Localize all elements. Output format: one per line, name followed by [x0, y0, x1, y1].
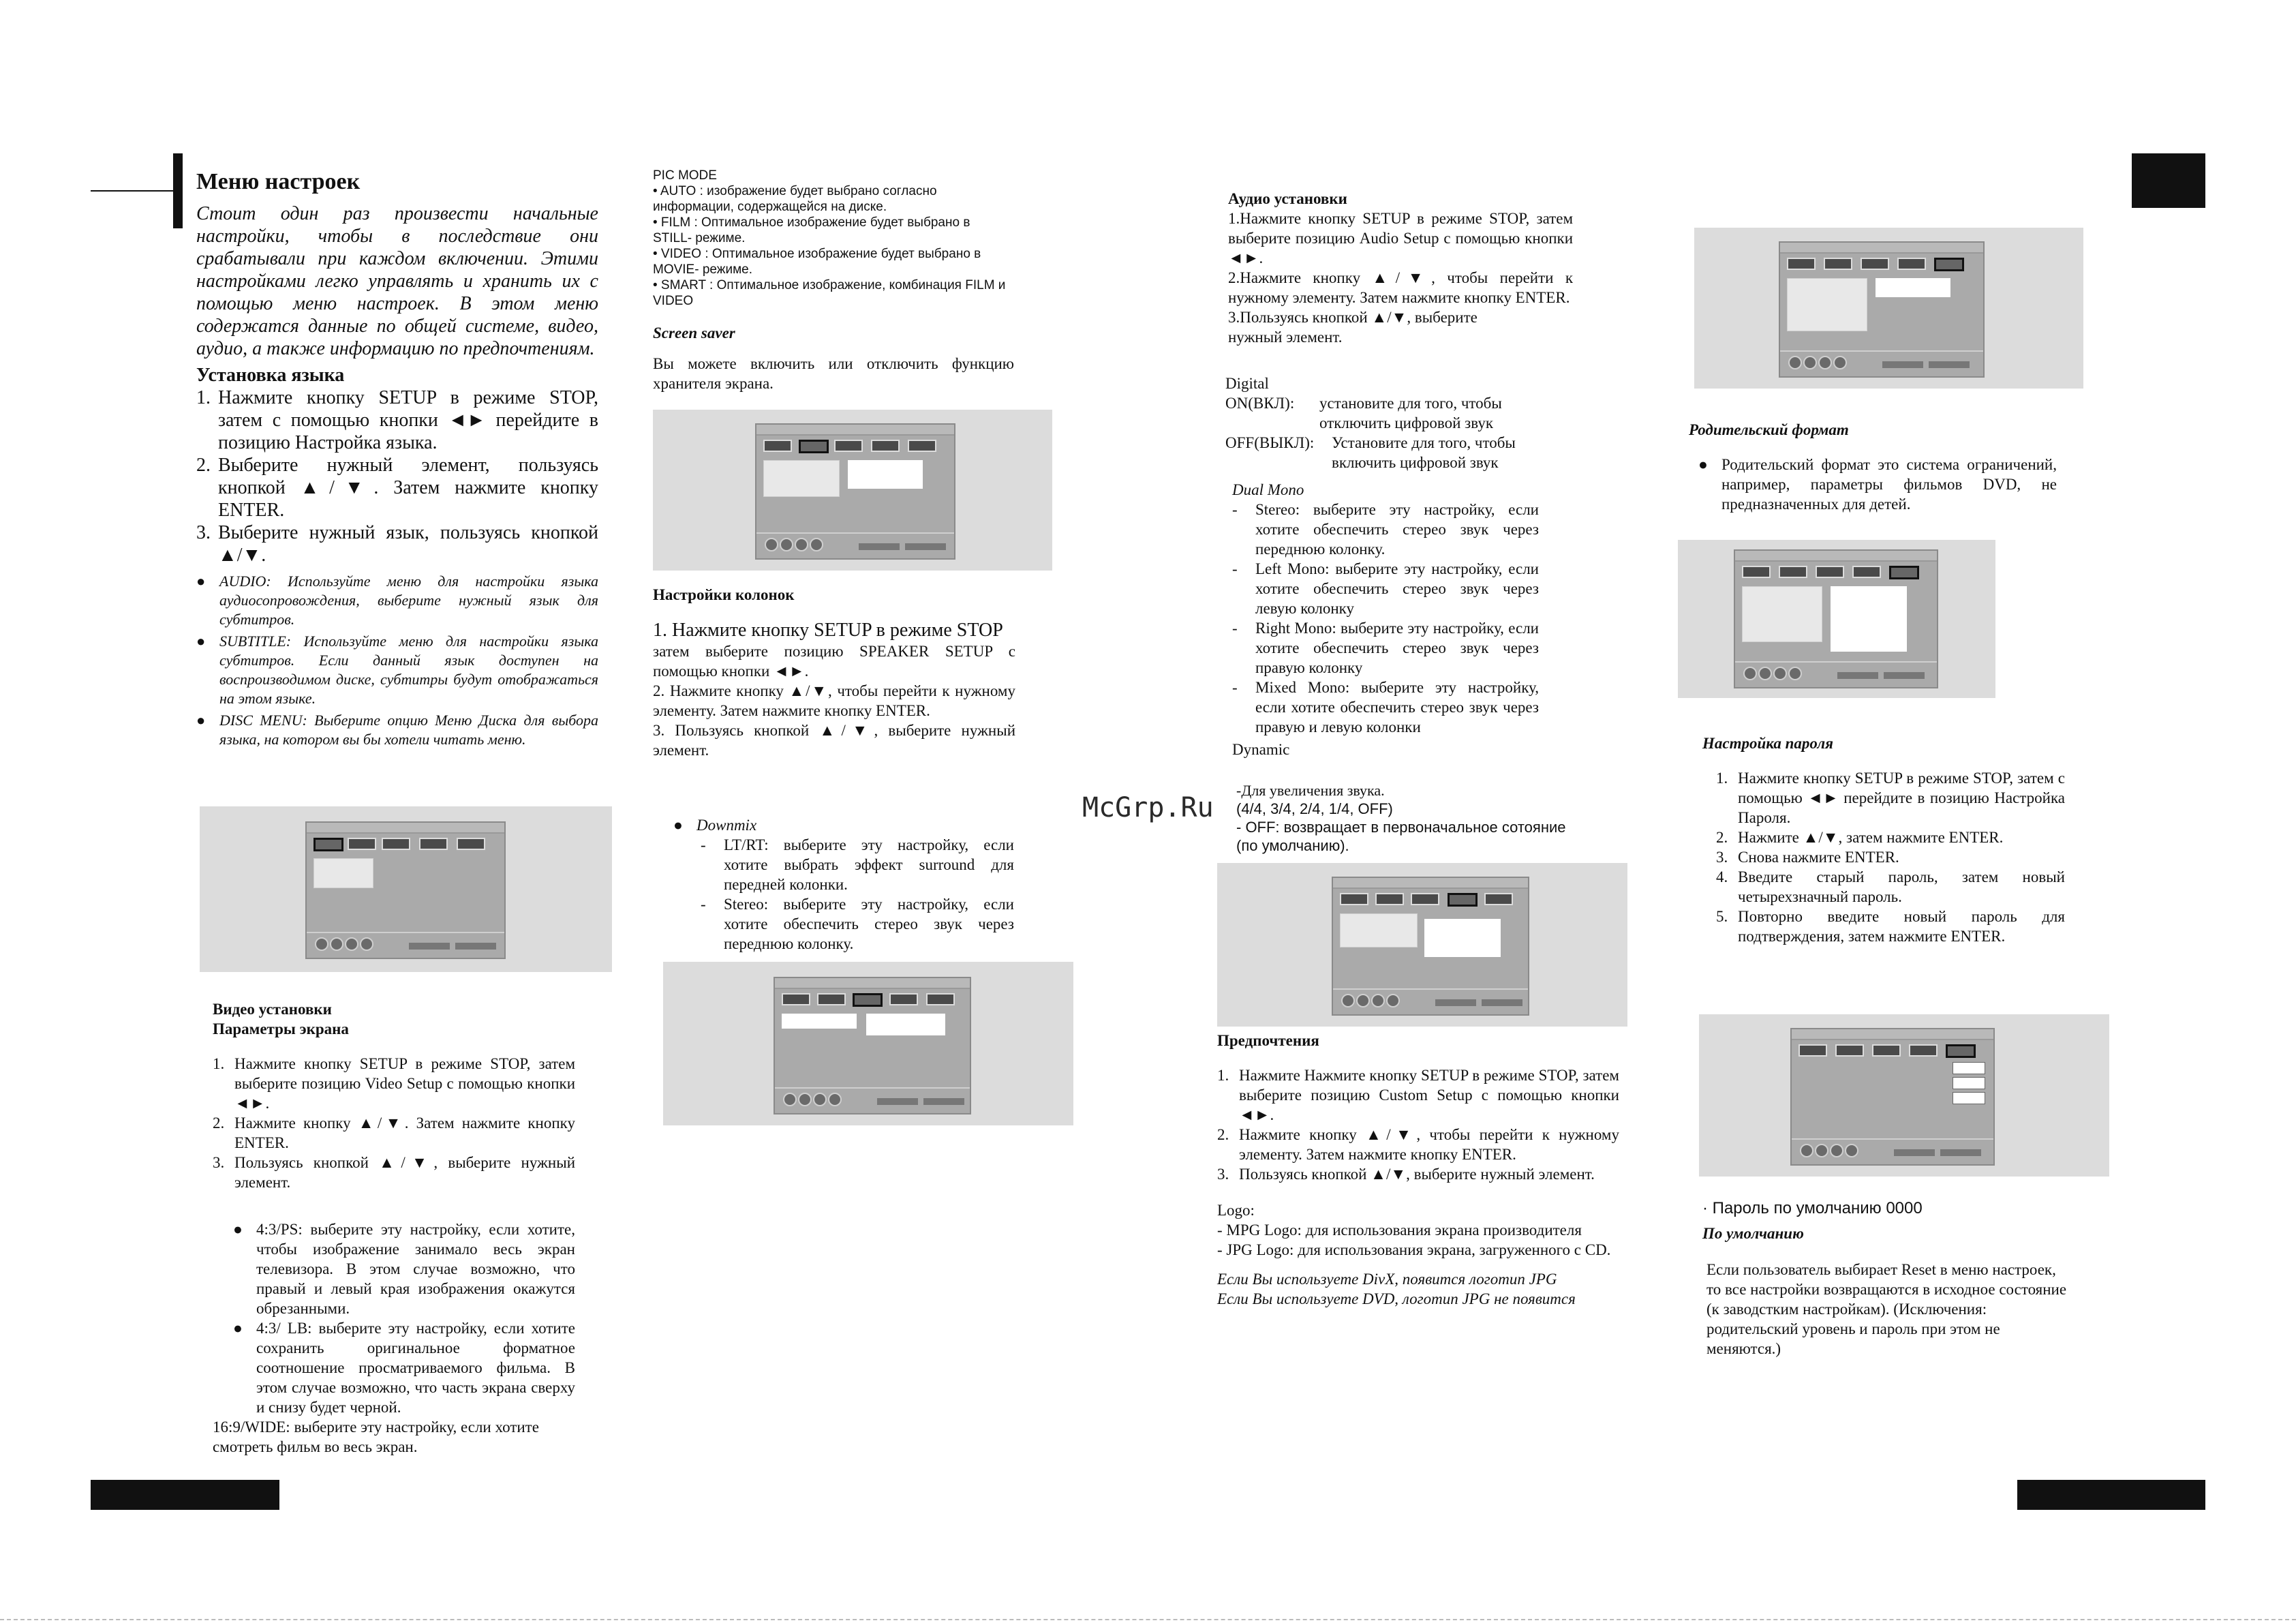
audio-heading: Аудио установки: [1228, 190, 1347, 207]
screen-saver-screenshot: [653, 410, 1052, 571]
speaker-step1a: 1. Нажмите кнопку SETUP в режиме STOP: [653, 620, 1003, 641]
list-item: 4. Введите старый пароль, затем новый четырехзначный пароль.: [1716, 868, 2065, 905]
list-item: 3. Выберите нужный язык, пользуясь кнопкой ▲/▼.: [196, 522, 598, 566]
pic-item: • AUTO : изображение будет выбрано согласно информации, содержащейся на диске.: [653, 184, 937, 214]
password-steps: [1702, 768, 2065, 946]
speaker-block: [653, 585, 1015, 760]
top-right-black-tab: [2132, 153, 2205, 208]
pic-item: • VIDEO : Оптимальное изображение будет выбрано в MOVIE- режиме.: [653, 247, 981, 277]
list-item: 1. Нажмите кнопку SETUP в режиме STOP, затем выберите позицию Video Setup с помощью кнопки ◄►.: [213, 1055, 575, 1112]
list-item: - Mixed Mono: выберите эту настройку, если хотите обеспечить стерео звук через правую и левую колонки: [1232, 679, 1539, 735]
menu-screen: [305, 821, 506, 959]
password-block: [1702, 733, 2065, 946]
list-item: 3. Пользуясь кнопкой ▲/▼, выберите нужный элемент.: [1217, 1166, 1595, 1183]
on-label: ON(ВКЛ):: [1225, 395, 1295, 412]
divx-line: Если Вы используете DivX, появится логотип JPG: [1217, 1271, 1557, 1288]
list-item: 2. Нажмите ▲/▼, затем нажмите ENTER.: [1716, 829, 2004, 846]
wide-text: 16:9/WIDE: выберите эту настройку, если хотите смотреть фильм во весь экран.: [213, 1419, 539, 1455]
left-vertical-bar: [173, 153, 183, 228]
off-label: OFF(ВЫКЛ):: [1225, 434, 1315, 451]
lang-bullets: [196, 572, 598, 749]
menu-title: Меню настроек: [196, 169, 361, 194]
speaker-setup-screenshot: [663, 962, 1073, 1125]
list-item: 5. Повторно введите новый пароль для подтверждения, затем нажмите ENTER.: [1716, 908, 2065, 945]
default-text: Если пользователь выбирает Reset в меню настроек, то все настройки возвращаются в исходное состояние (к заводстким настройкам). (Исключения: родительский уровень и пароль при этом не меняются.): [1706, 1261, 2067, 1357]
screen-saver-block: [653, 323, 1014, 393]
list-item: 2. Нажмите кнопку ▲/▼, чтобы перейти к нужному элементу. Затем нажмите кнопку ENTER.: [1217, 1126, 1619, 1163]
parental-heading: Родительский формат: [1689, 421, 1849, 438]
list-item: 2. Выберите нужный элемент, пользуясь кнопкой ▲/▼. Затем нажмите кнопку ENTER.: [196, 455, 598, 521]
dynamic-block: [1236, 781, 1591, 855]
pic-mode-block: [653, 168, 1007, 309]
logo-line: - MPG Logo: для использования экрана производителя: [1217, 1222, 1582, 1239]
downmix-title-row: ● Downmix: [673, 817, 757, 834]
speaker-heading: Настройки колонок: [653, 586, 795, 603]
digital-off-row: [1225, 433, 1546, 472]
audio-step: 2.Нажмите кнопку ▲/▼, чтобы перейти к нужному элементу. Затем нажмите кнопку ENTER.: [1228, 269, 1573, 306]
audio-block: [1228, 189, 1573, 347]
digital-block: [1225, 374, 1546, 472]
custom-setup-screenshot: [1694, 228, 2083, 389]
menu-screen: [755, 423, 955, 560]
menu-screen: [1790, 1028, 1995, 1166]
default-block: [1702, 1198, 2068, 1359]
menu-screen: [774, 977, 971, 1114]
watermark: McGrp.Ru: [1082, 792, 1214, 823]
column-1: [196, 169, 598, 749]
audio-step: 3.Пользуясь кнопкой ▲/▼, выберите нужный элемент.: [1228, 309, 1478, 346]
list-item: 1. Нажмите кнопку SETUP в режиме STOP, затем с помощью кнопки ◄► перейдите в позицию Настройка языка.: [196, 387, 598, 453]
audio-step: 1.Нажмите кнопку SETUP в режиме STOP, затем выберите позицию Audio Setup с помощью кнопки ◄►.: [1228, 210, 1573, 267]
pic-item: • SMART : Оптимальное изображение, комбинация FILM и VIDEO: [653, 278, 1006, 308]
list-item: ● DISC MENU: Выберите опцию Меню Диска для выбора языка, на котором вы бы хотели читать меню.: [196, 712, 598, 748]
list-item: 3. Пользуясь кнопкой ▲/▼, выберите нужный элемент.: [213, 1154, 575, 1191]
logo-line: - JPG Logo: для использования экрана, загруженного с CD.: [1217, 1241, 1611, 1258]
list-item: - Left Mono: выберите эту настройку, если хотите обеспечить стерео звук через левую колонку: [1232, 560, 1539, 617]
default-heading: По умолчанию: [1702, 1225, 1804, 1242]
downmix-block: [673, 815, 1014, 954]
bottom-left-black-bar: [91, 1480, 279, 1510]
pic-mode-title: PIC MODE: [653, 168, 717, 183]
list-item: 2. Нажмите кнопку ▲/▼. Затем нажмите кнопку ENTER.: [213, 1114, 575, 1151]
speaker-step2: 2. Нажмите кнопку ▲/▼, чтобы перейти к нужному элементу. Затем нажмите кнопку ENTER.: [653, 682, 1015, 719]
parental-text-row: ● Родительский формат это система ограничений, например, параметры фильмов DVD, не предназначенных для детей.: [1698, 456, 2057, 513]
parental-block: [1689, 420, 2057, 514]
preferences-block: [1217, 1031, 1619, 1309]
off-text: Установите для того, чтобы включить цифровой звук: [1332, 434, 1516, 471]
divx-line: Если Вы используете DVD, логотип JPG не появится: [1217, 1290, 1576, 1307]
intro-text: Стоит один раз произвести начальные настройки, чтобы в последствие они срабатывали при каждом включении. Этими настройками легко управлять и хранить их с помощью меню настроек. В этом меню содержатся данные по общей системе, видео, аудио, а также информацию по предпочтениям.: [196, 203, 598, 359]
dynamic-title: Dynamic: [1232, 741, 1290, 758]
pic-item: • FILM : Оптимальное изображение будет выбрано в STILL- режиме.: [653, 215, 970, 245]
list-item: - Right Mono: выберите эту настройку, если хотите обеспечить стерео звук через правую колонку: [1232, 620, 1539, 676]
parental-screenshot: [1678, 540, 1995, 698]
saver-heading: Screen saver: [653, 324, 735, 342]
language-setup-screenshot: [200, 806, 612, 972]
menu-screen: [1779, 241, 1985, 378]
screen-heading: Параметры экрана: [213, 1020, 349, 1037]
list-item: 1. Нажмите Нажмите кнопку SETUP в режиме STOP, затем выберите позицию Custom Setup с помощью кнопки ◄►.: [1217, 1067, 1619, 1123]
menu-screen: [1332, 877, 1529, 1016]
saver-text: Вы можете включить или отключить функцию хранителя экрана.: [653, 355, 1014, 392]
password-heading: Настройка пароля: [1702, 735, 1833, 752]
list-item: 1. Нажмите кнопку SETUP в режиме STOP, затем с помощью ◄► перейдите в позицию Настройка Пароля.: [1716, 770, 2065, 826]
digital-title: Digital: [1225, 375, 1269, 392]
video-heading: Видео установки: [213, 1001, 332, 1018]
column-1-lower: [213, 999, 575, 1457]
list-item: - Stereo: выберите эту настройку, если хотите обеспечить стерео звук через переднюю колонку.: [1232, 501, 1539, 558]
list-item: ● 4:3/ LB: выберите эту настройку, если хотите сохранить оригинальное форматное соотношение просматриваемого фильма. В этом случае возможно, что часть экрана сверху и снизу будет черной.: [233, 1320, 575, 1416]
dynamic-line: (4/4, 3/4, 2/4, 1/4, OFF): [1236, 800, 1393, 817]
list-item: 3. Снова нажмите ENTER.: [1716, 849, 1899, 866]
bottom-right-black-bar: [2017, 1480, 2205, 1510]
speaker-step1b: затем выберите позицию SPEAKER SETUP с помощью кнопки ◄►.: [653, 643, 1015, 680]
dynamic-line: - OFF: возвращает в первоначальное сотояние (по умолчанию).: [1236, 819, 1566, 854]
list-item: - LT/RT: выберите эту настройку, если хотите выбрать эффект surround для передней колонки.: [701, 836, 1014, 893]
lang-heading: Установка языка: [196, 365, 345, 386]
dynamic-line: -Для увеличения звука.: [1236, 782, 1385, 799]
list-item: ● SUBTITLE: Используйте меню для настройки языка субтитров. Если данный язык доступен на воспроизводимом диске, субтитры будут отображаться на этом языке.: [196, 633, 598, 707]
list-item: - Stereo: выберите эту настройку, если хотите обеспечить стерео звук через переднюю колонку.: [701, 896, 1014, 952]
logo-title: Logo:: [1217, 1202, 1255, 1219]
on-text: установите для того, чтобы отключить цифровой звук: [1319, 395, 1502, 431]
speaker-step3: 3. Пользуясь кнопкой ▲/▼, выберите нужный элемент.: [653, 722, 1015, 759]
bottom-dotted-edge: [0, 1619, 2296, 1620]
dual-mono-block: [1232, 480, 1539, 759]
pref-heading: Предпочтения: [1217, 1032, 1319, 1049]
video-steps: [213, 1054, 575, 1192]
list-item: ● 4:3/PS: выберите эту настройку, если хотите, чтобы изображение занимало весь экран телевизора. В этом случае возможно, что правый и левый края изображения окажутся обрезанными.: [233, 1221, 575, 1317]
default-password: · Пароль по умолчанию 0000: [1702, 1199, 1923, 1217]
pref-steps: [1217, 1065, 1619, 1184]
menu-screen: [1734, 549, 1938, 688]
password-screenshot: [1699, 1014, 2109, 1177]
lang-steps: [196, 386, 598, 566]
digital-on-row: [1225, 393, 1546, 433]
audio-setup-screenshot: [1217, 863, 1627, 1027]
aspect-bullets: [213, 1219, 575, 1417]
dualmono-title: Dual Mono: [1232, 481, 1304, 498]
list-item: ● AUDIO: Используйте меню для настройки языка аудиосопровождения, выберите нужный язык для субтитров.: [196, 573, 598, 628]
left-horizontal-rule: [91, 190, 174, 192]
